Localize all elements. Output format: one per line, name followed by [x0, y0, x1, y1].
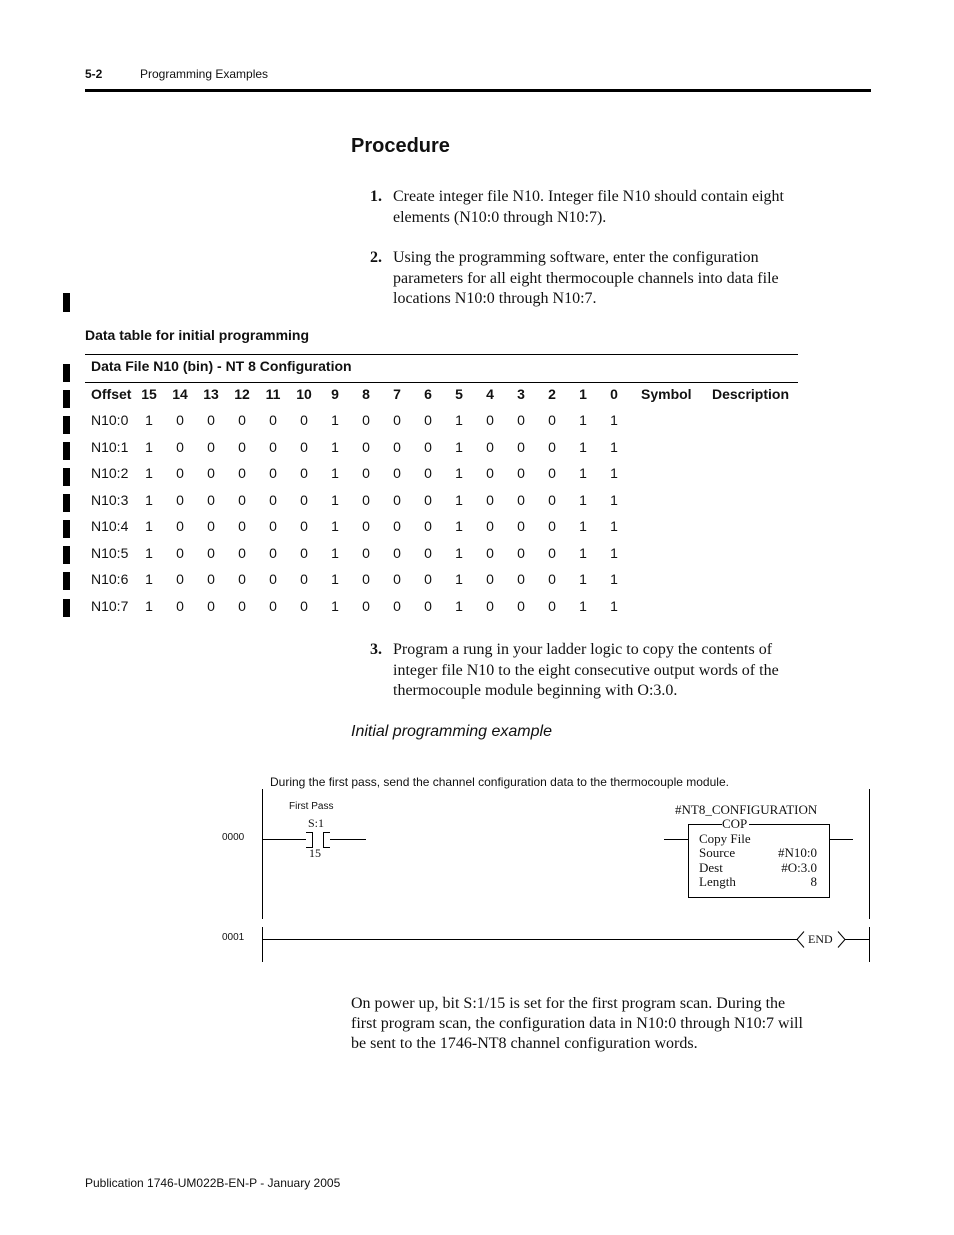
table-row-offset: N10:7 — [91, 598, 129, 614]
column-header-bit: 1 — [579, 386, 587, 402]
table-cell-bit: 0 — [424, 545, 432, 561]
table-cell-bit: 1 — [145, 412, 153, 428]
table-cell-bit: 0 — [300, 412, 308, 428]
contact-bit: 15 — [309, 846, 321, 860]
column-header-bit: 5 — [455, 386, 463, 402]
contact-address: S:1 — [308, 816, 325, 830]
table-cell-bit: 1 — [331, 492, 339, 508]
table-cell-bit: 0 — [517, 492, 525, 508]
step-1-line: Create integer file N10. Integer file N10 should contain eight — [393, 188, 784, 205]
table-cell-bit: 0 — [176, 412, 184, 428]
table-row-offset: N10:1 — [91, 439, 129, 455]
column-header-bit: 4 — [486, 386, 494, 402]
closing-line: be sent to the 1746-NT8 channel configuration words. — [351, 1035, 698, 1052]
column-header-bit: 8 — [362, 386, 370, 402]
table-cell-bit: 0 — [300, 492, 308, 508]
rung-comment: During the first pass, send the channel configuration data to the thermocouple module. — [270, 775, 729, 789]
table-cell-bit: 1 — [331, 518, 339, 534]
source-label: Source — [699, 845, 736, 860]
table-cell-bit: 0 — [517, 465, 525, 481]
table-cell-bit: 1 — [455, 571, 463, 587]
table-cell-bit: 0 — [176, 598, 184, 614]
column-header-symbol: Symbol — [641, 386, 692, 402]
contact-bracket-right — [323, 847, 330, 848]
change-bar — [63, 546, 70, 564]
page-number: 5-2 — [85, 67, 103, 81]
table-cell-bit: 0 — [424, 518, 432, 534]
table-cell-bit: 0 — [393, 412, 401, 428]
table-cell-bit: 0 — [362, 465, 370, 481]
figure-caption: Initial programming example — [351, 723, 552, 740]
table-cell-bit: 0 — [176, 439, 184, 455]
change-bar — [63, 293, 70, 312]
table-cell-bit: 0 — [176, 492, 184, 508]
table-cell-bit: 0 — [238, 465, 246, 481]
contact-bracket-right[interactable] — [323, 832, 324, 848]
column-header-bit: 11 — [265, 386, 281, 402]
table-cell-bit: 0 — [207, 598, 215, 614]
column-header-bit: 0 — [610, 386, 618, 402]
table-cell-bit: 1 — [610, 492, 618, 508]
table-top-rule — [85, 354, 798, 355]
table-row-offset: N10:5 — [91, 545, 129, 561]
table-cell-bit: 0 — [238, 412, 246, 428]
change-bar — [63, 442, 70, 460]
table-cell-bit: 0 — [517, 439, 525, 455]
table-cell-bit: 1 — [455, 518, 463, 534]
source-value: #N10:0 — [778, 845, 817, 860]
length-value: 8 — [810, 874, 817, 889]
table-cell-bit: 0 — [176, 545, 184, 561]
table-cell-bit: 1 — [331, 545, 339, 561]
change-bar — [63, 572, 70, 590]
table-cell-bit: 0 — [486, 465, 494, 481]
instruction-title: Copy File — [699, 831, 751, 846]
step-3-line: thermocouple module beginning with O:3.0. — [393, 682, 678, 699]
table-cell-bit: 0 — [517, 545, 525, 561]
table-cell-bit: 1 — [579, 465, 587, 481]
column-header-bit: 13 — [203, 386, 219, 402]
table-cell-bit: 0 — [424, 492, 432, 508]
section-title: Programming Examples — [140, 67, 269, 81]
table-cell-bit: 0 — [300, 545, 308, 561]
table-cell-bit: 0 — [207, 518, 215, 534]
table-cell-bit: 1 — [579, 439, 587, 455]
table-cell-bit: 1 — [579, 571, 587, 587]
table-cell-bit: 0 — [486, 439, 494, 455]
table-cell-bit: 1 — [610, 439, 618, 455]
step-3-line: integer file N10 to the eight consecutive output words of the — [393, 661, 779, 679]
table-cell-bit: 0 — [207, 465, 215, 481]
change-bar — [63, 494, 70, 512]
table-cell-bit: 0 — [548, 518, 556, 534]
table-cell-bit: 0 — [362, 518, 370, 534]
column-header-bit: 7 — [393, 386, 401, 402]
rung-number-0001: 0001 — [222, 932, 245, 943]
step-1-line: elements (N10:0 through N10:7). — [393, 208, 607, 226]
table-cell-bit: 1 — [455, 439, 463, 455]
table-cell-bit: 0 — [269, 571, 277, 587]
table-cell-bit: 1 — [610, 571, 618, 587]
table-cell-bit: 0 — [300, 598, 308, 614]
table-cell-bit: 0 — [362, 545, 370, 561]
table-cell-bit: 1 — [455, 598, 463, 614]
table-cell-bit: 0 — [517, 412, 525, 428]
contact-bracket-left — [306, 832, 312, 833]
table-cell-bit: 1 — [145, 465, 153, 481]
table-cell-bit: 0 — [238, 518, 246, 534]
contact-description: First Pass — [289, 801, 334, 812]
table-cell-bit: 0 — [393, 545, 401, 561]
closing-paragraph — [351, 994, 871, 1054]
header-rule — [85, 89, 871, 92]
table-cell-bit: 0 — [548, 465, 556, 481]
table-cell-bit: 1 — [579, 492, 587, 508]
table-cell-bit: 0 — [486, 545, 494, 561]
table-cell-bit: 1 — [331, 412, 339, 428]
table-cell-bit: 0 — [269, 412, 277, 428]
table-cell-bit: 1 — [455, 492, 463, 508]
table-cell-bit: 0 — [517, 571, 525, 587]
change-bar — [63, 599, 70, 617]
table-cell-bit: 0 — [269, 545, 277, 561]
contact-bracket-right — [323, 832, 330, 833]
column-header-bit: 12 — [234, 386, 250, 402]
table-cell-bit: 1 — [455, 412, 463, 428]
table-cell-bit: 1 — [455, 545, 463, 561]
instruction-symbol: #NT8_CONFIGURATION — [675, 802, 818, 817]
table-cell-bit: 0 — [424, 439, 432, 455]
change-bar — [63, 390, 70, 408]
table-cell-bit: 1 — [145, 571, 153, 587]
table-cell-bit: 0 — [393, 598, 401, 614]
table-cell-bit: 0 — [176, 571, 184, 587]
table-cell-bit: 0 — [362, 571, 370, 587]
table-cell-bit: 0 — [207, 492, 215, 508]
column-header-bit: 15 — [141, 386, 157, 402]
rung-1-wire — [845, 939, 869, 940]
table-title: Data File N10 (bin) - NT 8 Configuration — [91, 358, 352, 374]
table-cell-bit: 1 — [331, 439, 339, 455]
step-2-line: parameters for all eight thermocouple channels into data file — [393, 269, 779, 287]
table-cell-bit: 0 — [548, 571, 556, 587]
table-caption: Data table for initial programming — [85, 327, 310, 343]
table-cell-bit: 0 — [207, 439, 215, 455]
change-bar — [63, 520, 70, 538]
length-label: Length — [699, 874, 736, 889]
table-row-offset: N10:0 — [91, 412, 129, 428]
table-cell-bit: 1 — [610, 545, 618, 561]
rung-1-wire — [262, 939, 798, 940]
table-cell-bit: 0 — [517, 598, 525, 614]
table-cell-bit: 0 — [486, 571, 494, 587]
change-bar — [63, 416, 70, 434]
table-cell-bit: 0 — [393, 465, 401, 481]
rung-0-wire — [330, 839, 366, 840]
step-2 — [370, 248, 850, 310]
table-cell-bit: 1 — [579, 545, 587, 561]
table-cell-bit: 0 — [238, 439, 246, 455]
rung-0-wire — [664, 839, 688, 840]
dest-value: #O:3.0 — [781, 860, 817, 875]
table-cell-bit: 1 — [331, 598, 339, 614]
table-cell-bit: 0 — [393, 492, 401, 508]
rung-number-0000: 0000 — [222, 832, 245, 843]
column-header-offset: Offset — [91, 386, 132, 402]
table-cell-bit: 1 — [331, 571, 339, 587]
column-header-bit: 14 — [172, 386, 188, 402]
table-row-offset: N10:4 — [91, 518, 129, 534]
table-cell-bit: 0 — [300, 465, 308, 481]
right-power-rail — [869, 789, 870, 919]
table-cell-bit: 1 — [145, 492, 153, 508]
table-cell-bit: 0 — [424, 571, 432, 587]
step-2-line: locations N10:0 through N10:7. — [393, 290, 597, 307]
step-3-number: 3. — [370, 641, 382, 658]
table-cell-bit: 0 — [269, 439, 277, 455]
table-cell-bit: 0 — [424, 598, 432, 614]
end-label: END — [808, 932, 833, 946]
table-cell-bit: 0 — [300, 518, 308, 534]
table-row-offset: N10:6 — [91, 571, 129, 587]
table-cell-bit: 1 — [579, 412, 587, 428]
table-cell-bit: 1 — [145, 518, 153, 534]
table-cell-bit: 1 — [145, 545, 153, 561]
table-cell-bit: 0 — [207, 412, 215, 428]
step-1-number: 1. — [370, 188, 382, 205]
table-cell-bit: 0 — [362, 439, 370, 455]
table-cell-bit: 0 — [269, 492, 277, 508]
table-cell-bit: 0 — [548, 492, 556, 508]
table-cell-bit: 0 — [300, 571, 308, 587]
closing-line: first program scan, the configuration data in N10:0 through N10:7 will — [351, 1015, 803, 1032]
table-cell-bit: 1 — [145, 598, 153, 614]
table-cell-bit: 0 — [424, 465, 432, 481]
table-cell-bit: 1 — [331, 465, 339, 481]
step-3 — [370, 640, 850, 702]
table-cell-bit: 1 — [610, 465, 618, 481]
closing-line: On power up, bit S:1/15 is set for the first program scan. During the — [351, 995, 786, 1012]
table-cell-bit: 0 — [362, 412, 370, 428]
table-cell-bit: 1 — [145, 439, 153, 455]
table-row-offset: N10:2 — [91, 465, 129, 481]
table-cell-bit: 0 — [176, 518, 184, 534]
dest-label: Dest — [699, 860, 723, 875]
table-cell-bit: 1 — [579, 518, 587, 534]
table-cell-bit: 0 — [269, 465, 277, 481]
table-cell-bit: 0 — [300, 439, 308, 455]
table-cell-bit: 0 — [269, 518, 277, 534]
table-cell-bit: 0 — [393, 439, 401, 455]
left-power-rail — [262, 789, 263, 919]
right-power-rail — [869, 927, 870, 962]
table-cell-bit: 0 — [238, 598, 246, 614]
table-cell-bit: 0 — [238, 571, 246, 587]
table-cell-bit: 1 — [455, 465, 463, 481]
change-bar — [63, 468, 70, 486]
column-header-bit: 6 — [424, 386, 432, 402]
step-1 — [370, 187, 850, 228]
table-cell-bit: 0 — [424, 412, 432, 428]
table-cell-bit: 0 — [362, 598, 370, 614]
table-cell-bit: 0 — [486, 492, 494, 508]
column-header-bit: 2 — [548, 386, 556, 402]
table-cell-bit: 1 — [610, 518, 618, 534]
procedure-heading: Procedure — [351, 135, 450, 157]
rung-0-wire — [262, 839, 306, 840]
table-cell-bit: 0 — [548, 598, 556, 614]
column-header-description: Description — [712, 386, 790, 402]
column-header-bit: 10 — [296, 386, 312, 402]
instruction-mnemonic: COP — [722, 816, 748, 831]
table-cell-bit: 0 — [207, 571, 215, 587]
table-cell-bit: 0 — [548, 412, 556, 428]
column-header-bit: 3 — [517, 386, 525, 402]
table-cell-bit: 0 — [393, 571, 401, 587]
table-cell-bit: 0 — [238, 545, 246, 561]
table-cell-bit: 0 — [548, 439, 556, 455]
table-cell-bit: 0 — [269, 598, 277, 614]
table-cell-bit: 0 — [207, 545, 215, 561]
left-power-rail — [262, 927, 263, 962]
step-2-line: Using the programming software, enter the configuration — [393, 249, 759, 266]
table-cell-bit: 1 — [579, 598, 587, 614]
table-header-rule — [85, 382, 798, 383]
column-header-bit: 9 — [331, 386, 339, 402]
table-cell-bit: 0 — [238, 492, 246, 508]
footer-publication: Publication 1746-UM022B-EN-P - January 2005 — [85, 1176, 341, 1190]
table-cell-bit: 1 — [610, 598, 618, 614]
table-row-offset: N10:3 — [91, 492, 129, 508]
table-cell-bit: 1 — [610, 412, 618, 428]
step-2-number: 2. — [370, 249, 382, 266]
table-cell-bit: 0 — [486, 518, 494, 534]
table-cell-bit: 0 — [486, 598, 494, 614]
rung-0-wire — [829, 839, 853, 840]
table-cell-bit: 0 — [362, 492, 370, 508]
step-3-line: Program a rung in your ladder logic to copy the contents of — [393, 641, 773, 658]
table-cell-bit: 0 — [548, 545, 556, 561]
table-cell-bit: 0 — [517, 518, 525, 534]
table-cell-bit: 0 — [486, 412, 494, 428]
table-cell-bit: 0 — [393, 518, 401, 534]
table-cell-bit: 0 — [176, 465, 184, 481]
change-bar — [63, 364, 70, 382]
